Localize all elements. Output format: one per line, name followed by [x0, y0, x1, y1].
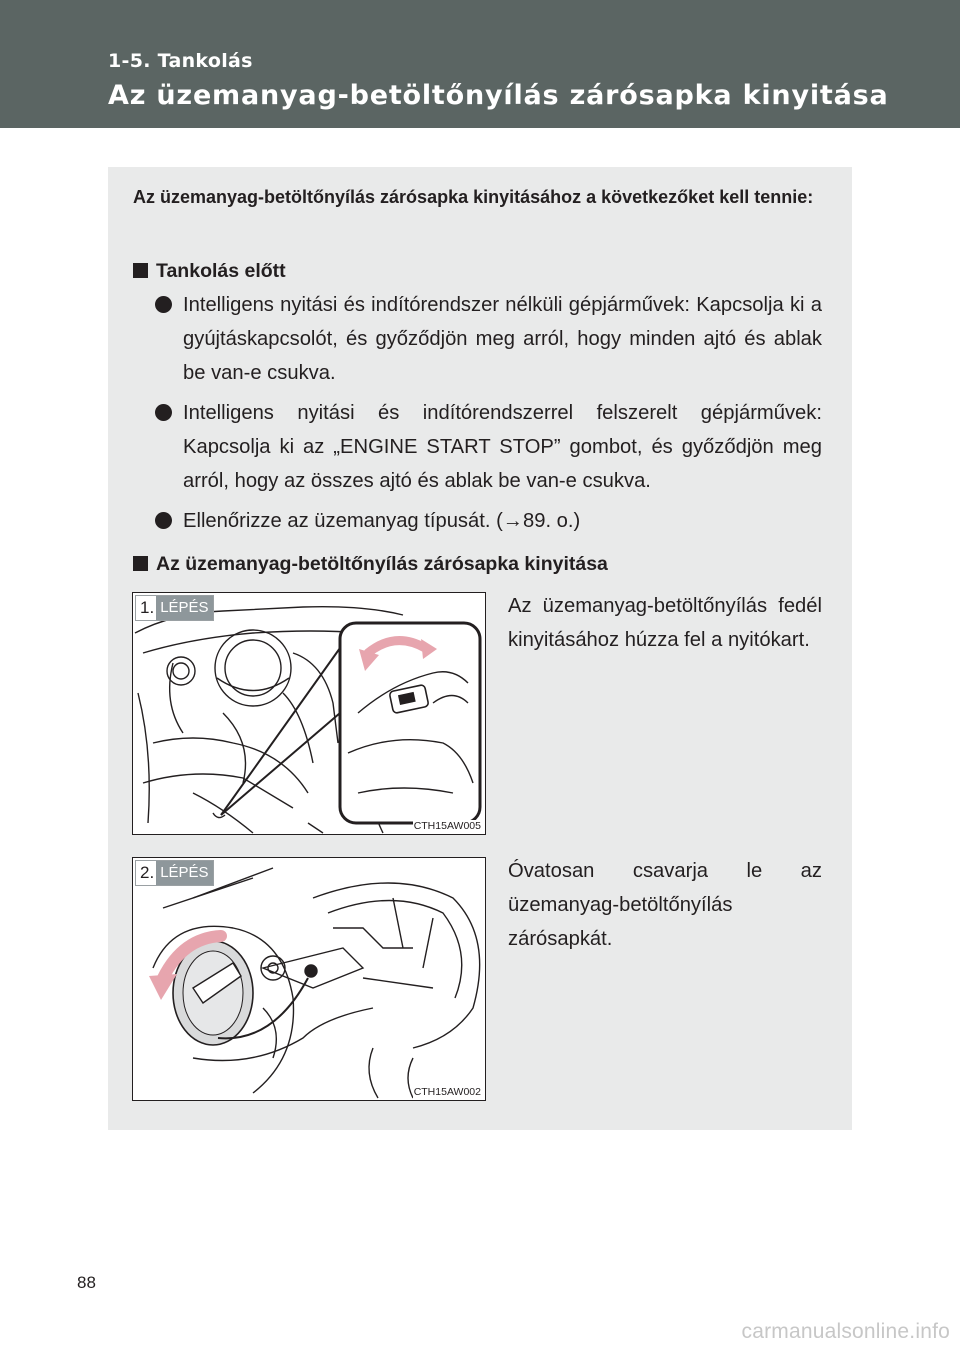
subheading-label: Tankolás előtt — [156, 260, 286, 282]
step-label: LÉPÉS — [156, 861, 212, 885]
watermark: carmanualsonline.info — [741, 1320, 950, 1343]
step-1-text: Az üzemanyag-betöltőnyílás fedél kinyitásához húzza fel a nyitókart. — [508, 595, 822, 651]
square-bullet-icon — [133, 556, 148, 571]
page-title: Az üzemanyag-betöltőnyílás zárósapka kinyitása — [108, 80, 889, 111]
step-2-text: Óvatosan csavarja le az üzemanyag-betöltőnyílás zárósapkát. — [508, 860, 822, 950]
section-label: 1-5. Tankolás — [108, 50, 253, 72]
fuel-cap-illustration — [133, 858, 485, 1100]
step-label: LÉPÉS — [156, 596, 212, 620]
bullet-dot-icon — [155, 512, 172, 529]
bullet-dot-icon — [155, 404, 172, 421]
bullet-item: Ellenőrizze az üzemanyag típusát. (→89. o.) — [183, 510, 581, 532]
subheading-before-refueling — [133, 258, 286, 284]
subheading-label: Az üzemanyag-betöltőnyílás zárósapka kinyitása — [156, 553, 608, 575]
figure-code: CTH15AW005 — [413, 820, 481, 832]
bullet-dot-icon — [155, 296, 172, 313]
step-badge — [135, 860, 214, 886]
bullet-item: Intelligens nyitási és indítórendszer nélküli gépjárművek: Kapcsolja ki a gyújtáskapcsolót, és győződjön meg arról, hogy minden ajtó és ablak be van-e csukva. — [183, 294, 822, 384]
step-number: 2. — [136, 861, 156, 885]
car-interior-illustration — [133, 593, 485, 834]
intro-text: Az üzemanyag-betöltőnyílás zárósapka kinyitásához a következőket kell tennie: — [133, 187, 814, 207]
subheading-opening — [133, 551, 608, 577]
figure-step-2 — [132, 857, 486, 1101]
step-number: 1. — [136, 596, 156, 620]
chapter-header — [0, 0, 960, 128]
square-bullet-icon — [133, 263, 148, 278]
figure-code: CTH15AW002 — [413, 1086, 481, 1098]
figure-step-1 — [132, 592, 486, 835]
step-badge — [135, 595, 214, 621]
bullet-item: Intelligens nyitási és indítórendszerrel felszerelt gépjárművek: Kapcsolja ki az „ENGINE START STOP” gombot, és győződjön meg arról, hogy az összes ajtó és ablak be van-e csukva. — [183, 402, 822, 492]
page-number: 88 — [77, 1273, 96, 1292]
